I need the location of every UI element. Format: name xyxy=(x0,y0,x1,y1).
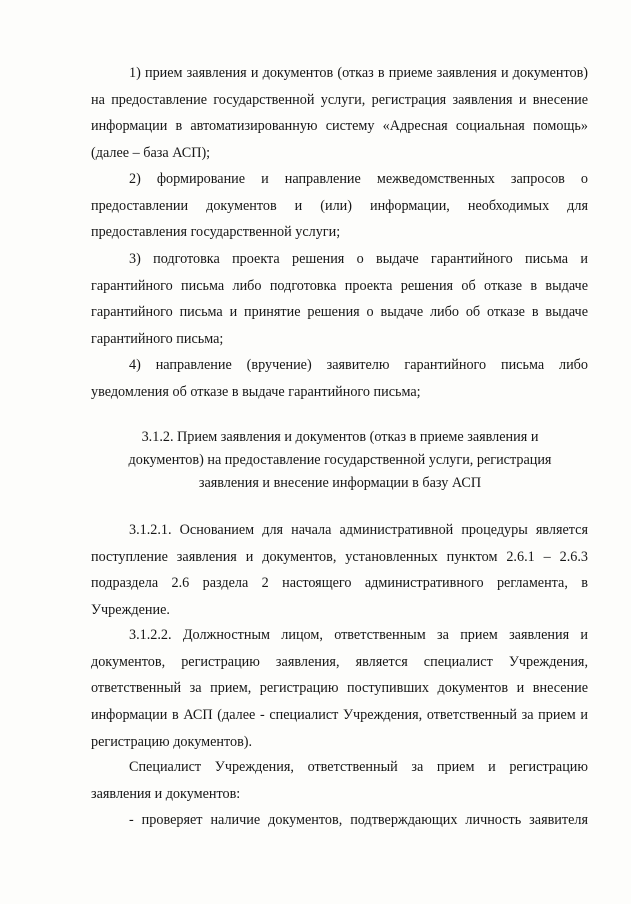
paragraph-3-1-2-1: 3.1.2.1. Основанием для начала административной процедуры является поступление заявления и документов, установленных пунктом 2.6.1 – 2.6.3 подраздела 2.6 раздела 2 настоящего административного регламента, в Учреждение. xyxy=(91,522,588,619)
paragraph-checks: - проверяет наличие документов, подтверждающих личность заявителя xyxy=(129,812,588,828)
list-item-1: 1) прием заявления и документов (отказ в приеме заявления и документов) на предоставление государственной услуги, регистрация заявления и внесение информации в автоматизированную систему «Адресная социальная помощь» (далее – база АСП); xyxy=(91,65,588,162)
paragraph-specialist: Специалист Учреждения, ответственный за прием и регистрацию заявления и документов: xyxy=(91,759,588,802)
section-heading: 3.1.2. Прием заявления и документов (отказ в приеме заявления и документов) на предоставление государственной услуги, регистрация заявления и внесение информации в базу АСП xyxy=(128,429,552,491)
list-item-4: 4) направление (вручение) заявителю гарантийного письма либо уведомления об отказе в выдаче гарантийного письма; xyxy=(91,357,588,400)
list-item-3: 3) подготовка проекта решения о выдаче гарантийного письма и гарантийного письма либо подготовка проекта решения об отказе в выдаче гарантийного письма и принятие решения о выдаче либо об отказе в выдаче гарантийного письма; xyxy=(91,251,588,348)
paragraph-3-1-2-2: 3.1.2.2. Должностным лицом, ответственным за прием заявления и документов, регистрацию заявления, является специалист Учреждения, ответственный за прием, регистрацию поступивших документов и внесение информации в АСП (далее - специалист Учреждения, ответственный за прием и регистрацию документов). xyxy=(91,627,588,750)
list-item-2: 2) формирование и направление межведомственных запросов о предоставлении документов и (или) информации, необходимых для предоставления государственной услуги; xyxy=(91,171,588,241)
